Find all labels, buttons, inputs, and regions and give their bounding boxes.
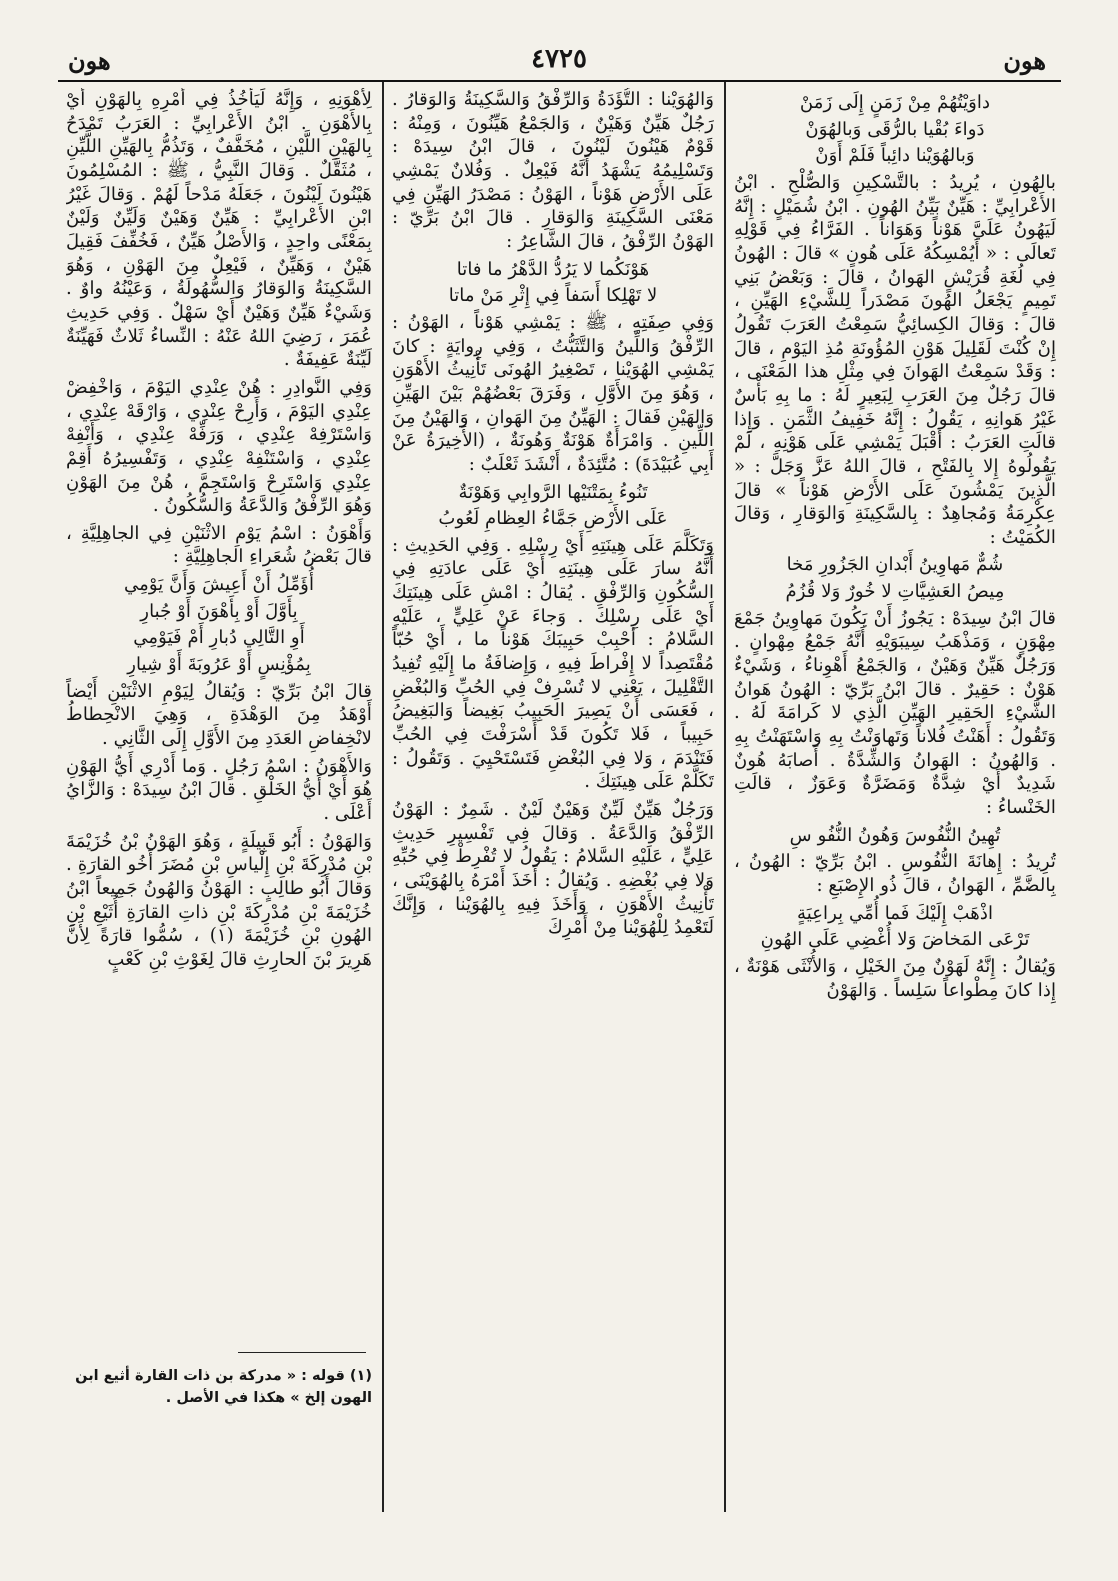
verse-line: هَوْنَكُما لا يَرُدُّ الدَّهْرُ ما فاتا bbox=[456, 258, 650, 280]
verse-line: شُمٌّ مَهاوِينُ أَبْدانِ الجَزُورِ مَخا bbox=[786, 554, 1004, 576]
paragraph: لِأَهْوَنِهِ ، وَإِنَّهُ لَيَأْخُذُ فِي أَمْرِهِ بِالهَوْنِ أَيْ بِالأَهْوَنِ . ابْنُ الأَعْرابِيِّ : العَرَبُ تَمْدَحُ بِالهَيْنِ اللَّيْنِ ، مُخَفَّفٌ ، وَتَذُمُّ بِالهَيِّنِ اللَّيِّنِ ، مُثَقَّلٌ . وَقالَ النَّبِيُّ ، ﷺ : المُسْلِمُونَ هَيْنُونَ لَيْنُونَ ، جَعَلَهُ مَدْحاً لَهُمْ . وَقالَ غَيْرُ ابْنِ الأَعْرابِيِّ : هَيِّنٌ وَهَيْنٌ وَلَيِّنٌ وَلَيْنٌ بِمَعْنًى واحِدٍ ، وَالأَصْلُ هَيِّنٌ ، فَخُفِّفَ فَقِيلَ هَيْنٌ ، وَهَيِّنٌ ، فَيْعِلٌ مِنَ الهَوْنِ ، وَهُوَ السَّكِينَةُ وَالوَقارُ وَالسُّهُولَةُ ، وَعَيْنُهُ واوٌ . وَشَيْءٌ هَيِّنٌ وَهَيْنٌ أَيْ سَهْلٌ . وَفِي حَدِيثِ عُمَرَ ، رَضِيَ اللهُ عَنْهُ : النِّساءُ ثَلاثٌ فَهَيِّنَةٌ لَيِّنَةٌ عَفِيفَةٌ . bbox=[66, 89, 372, 371]
verse-line: تَرْعَى المَخاضَ وَلا أُغْضِي عَلَى الهُونِ bbox=[760, 929, 1030, 951]
paragraph: وَفِي صِفَتِهِ ، ﷺ : يَمْشِي هَوْناً ، الهَوْنُ : الرِّفْقُ وَاللِّينُ وَالتَّثَبُّتُ ، وَفِي رِوايَةٍ : كانَ يَمْشِي الهُوَيْنا ، تَصْغِيرُ الهُونَى تَأْنِيثُ الأَهْوَنِ ، وَهُوَ مِنَ الأَوَّلِ ، وَفَرَقَ بَعْضُهُمْ بَيْنَ الهَيِّنِ وَالهَيْنِ فَقالَ : الهَيِّنُ مِنَ الهَوانِ ، وَالهَيْنُ مِنَ اللِّينِ . وَامْرَأَةٌ هَوْنَةٌ وَهُونَةٌ ، (الأَخِيرَةُ عَنْ أَبِي عُبَيْدَةَ) : مُتَّئِدَةٌ ، أَنْشَدَ ثَعْلَبٌ : bbox=[392, 311, 714, 475]
verse-line: اذْهَبْ إِلَيْكَ فَما أُمِّي بِراعِيَةٍ bbox=[796, 902, 994, 924]
verse-line: تُهِينُ النُّفُوسَ وَهُونُ النُّفُو سِ bbox=[789, 824, 1001, 846]
footnote: (١) قوله : « مدركة بن ذات القارة أثيع ابن الهون إلخ » هكذا في الأصل . bbox=[75, 1368, 372, 1406]
paragraph: وَالهَوْنُ : أَبُو قَبِيلَةٍ ، وَهُوَ الهَوْنُ بْنُ خُزَيْمَةَ بْنِ مُدْرِكَةَ بْنِ إِلْياسِ بْنِ مُضَرَ أَخُو القارَةِ . وَقالَ أَبُو طالِبٍ : الهَوْنُ وَالهُونُ جَمِيعاً ابْنُ خُزَيْمَةَ بْنِ مُدْرِكَةَ بْنِ ذاتِ القارَةِ أُثَيْعِ بْنِ الهُونِ بْنِ خُزَيْمَةَ (١) ، سُمُّوا قارَةً لِأَنَّ هَرِيرَ بْنَ الحارِثِ قالَ لِغَوْثِ بْنِ كَعْبٍ bbox=[66, 830, 372, 970]
verse-line: أَوِ التَّالِي دُبارِ أَمْ فَيَوْمِي bbox=[133, 627, 305, 649]
text-column-right bbox=[734, 88, 1056, 1508]
verse-line: مِيصُ العَشِيَّاتِ لا خُورٌ وَلا قُزُمُ bbox=[785, 581, 1005, 603]
text-column-middle bbox=[392, 88, 714, 1508]
paragraph: وَالأَهْوَنُ : اسْمُ رَجُلٍ . وَما أَدْرِي أَيُّ الهَوْنِ هُوَ أَيْ أَيُّ الخَلْقِ . قالَ ابْنُ سِيدَهْ : وَالزَّايُ أَعْلَى . bbox=[66, 755, 372, 825]
verse-line: لا تَهْلِكا أَسَفاً فِي إِثْرِ مَنْ ماتا bbox=[448, 285, 658, 307]
verse-line: بِأَوَّلَ أَوْ بِأَهْوَنَ أَوْ جُبارِ bbox=[140, 600, 298, 622]
header-entry-word-left: هون bbox=[68, 46, 111, 75]
verse-line: دَواءَ بُقْيا بالرُّقَى وَبالهُوَنْ bbox=[805, 118, 985, 140]
verse-line: عَلَى الأَرْضِ جَمَّاءُ العِظامِ لَعُوبُ bbox=[438, 508, 668, 530]
verse-line: أُؤَمِّلُ أَنْ أَعِيشَ وَأَنَّ يَوْمِي bbox=[123, 574, 315, 596]
paragraph: تُرِيدُ : إِهانَةَ النُّفُوسِ . ابْنُ بَرِّيّ : الهُونُ ، بِالضَّمِّ ، الهَوانُ ، قالَ ذُو الإِصْبَعِ : bbox=[734, 851, 1056, 896]
header-entry-word-right: هون bbox=[1003, 46, 1046, 75]
verse-line: وَبالهُوَيْنا دائِباً فَلَمْ أَوَنْ bbox=[815, 145, 975, 167]
verse-line: تَنُوءُ بِمَتْنَيْها الرَّوابِي وَهَوْنَةٌ bbox=[458, 481, 648, 503]
paragraph: بالهُونِ ، يُرِيدُ : بالتَّسْكِينِ وَالصُّلْحِ . ابْنُ الأَعْرابِيِّ : هَيِّنٌ بَيِّنُ الهُونِ . ابْنُ شُمَيْلٍ : إِنَّهُ لَيَهُونُ عَلَيَّ هَوْناً وَهَوَاناً . الفَرَّاءُ فِي قَوْلِهِ تَعالَى : « أَيُمْسِكُهُ عَلَى هُونٍ » قالَ : الهُونُ فِي لُغَةِ قُرَيْشٍ الهَوانُ ، قالَ : وَبَعْضُ بَنِي تَمِيمٍ يَجْعَلُ الهُونَ مَصْدَراً لِلشَّيْءِ الهَيِّنِ ، قالَ : وَقالَ الكِسائِيُّ سَمِعْتُ العَرَبَ تَقُولُ إِنْ كُنْتَ لَقَلِيلَ هَوْنِ المُؤُونَةِ مُذِ اليَوْمِ ، قالَ : وَقَدْ سَمِعْتُ الهَوانَ فِي مِثْلِ هذا المَعْنَى ، قالَ رَجُلٌ مِنَ العَرَبِ لِبَعِيرٍ لَهُ : ما بِهِ بَأْسٌ غَيْرُ هَوانِهِ ، يَقُولُ : إِنَّهُ خَفِيفُ الثَّمَنِ . وَإِذا قالَتِ العَرَبُ : أَقْبَلَ يَمْشِي عَلَى هَوْنِهِ ، لَمْ يَقُولُوهُ إِلا بِالفَتْحِ ، قالَ اللهُ عَزَّ وَجَلَّ : « الَّذِينَ يَمْشُونَ عَلَى الأَرْضِ هَوْناً » قالَ عِكْرِمَةُ وَمُجاهِدٌ : بِالسَّكِينَةِ وَالوَقارِ ، وَقالَ الكُمَيْتُ : bbox=[734, 171, 1056, 548]
paragraph: وَالهُوَيْنا : التُّؤَدَةُ وَالرِّفْقُ وَالسَّكِينَةُ وَالوَقارُ . رَجُلٌ هَيِّنٌ وَهَيْنٌ ، وَالجَمْعُ هَيِّنُونَ ، وَمِنْهُ : قَوْمٌ هَيْنُونَ لَيْنُونَ ، قالَ ابْنُ سِيدَهْ : وَتَسْلِيمُهُ يَشْهَدُ أَنَّهُ فَيْعِلٌ . وَفُلانٌ يَمْشِي عَلَى الأَرْضِ هَوْناً ، الهَوْنُ : مَصْدَرُ الهَيِّنِ فِي مَعْنَى السَّكِينَةِ وَالوَقارِ . قالَ ابْنُ بَرِّيّ : الهَوْنُ الرِّفْقُ ، قالَ الشَّاعِرُ : bbox=[392, 89, 714, 252]
paragraph: وَفِي النَّوادِرِ : هُنْ عِنْدِي اليَوْمَ ، وَاخْفِضْ عِنْدِي اليَوْمَ ، وَأَرِحْ عِنْدِي ، وَارْقَهْ عِنْدِي ، وَاسْتَرْفِهْ عِنْدِي ، وَرَفِّهْ عِنْدِي ، وَأَنْفِهْ عِنْدِي ، وَاسْتَنْفِهْ عِنْدِي ، وَتَفْسِيرُهُ أَقِمْ عِنْدِي وَاسْتَرِحْ وَاسْتَجِمَّ ، هُنْ مِنَ الهَوْنِ وَهُوَ الرِّفْقُ وَالدَّعَةُ وَالسُّكُونُ . bbox=[66, 376, 372, 517]
paragraph: وَتَكَلَّمَ عَلَى هِينَتِهِ أَيْ رِسْلِهِ . وَفِي الحَدِيثِ : أَنَّهُ سارَ عَلَى هِينَتِهِ أَيْ عَلَى عادَتِهِ فِي السُّكُونِ وَالرِّفْقِ . يُقالُ : امْشِ عَلَى هِينَتِكَ أَيْ عَلَى رِسْلِكَ . وَجاءَ عَنْ عَلِيٍّ ، عَلَيْهِ السَّلامُ : أَحْبِبْ حَبِيبَكَ هَوْناً ما ، أَيْ حُبّاً مُقْتَصِداً لا إِفْراطَ فِيهِ ، وَإِضافَةُ ما إِلَيْهِ تُفِيدُ التَّقْلِيلَ ، يَعْنِي لا تُسْرِفْ فِي الحُبِّ وَالبُغْضِ ، فَعَسَى أَنْ يَصِيرَ الحَبِيبُ بَغِيضاً وَالبَغِيضُ حَبِيباً ، فَلا تَكُونَ قَدْ أَسْرَفْتَ فِي الحُبِّ فَتَنْدَمَ ، وَلا فِي البُغْضِ فَتَسْتَحْيِيَ . وَتَقُولُ : تَكَلَّمْ عَلَى هِينَتِكَ . bbox=[392, 534, 714, 793]
header-rule bbox=[58, 80, 1061, 82]
paragraph: وَيُقالُ : إِنَّهُ لَهَوْنٌ مِنَ الخَيْلِ ، وَالأُنْثَى هَوْنَةٌ ، إِذا كانَ مِطْواعاً سَلِساً . وَالهَوْنُ bbox=[734, 955, 1056, 1001]
verse-line: داوَيْتُهُمْ مِنْ زَمَنٍ إِلَى زَمَنْ bbox=[799, 92, 991, 113]
paragraph: وَرَجُلٌ هَيِّنٌ لَيِّنٌ وَهَيْنٌ لَيْنٌ . شَمِرٌ : الهَوْنُ الرِّفْقُ وَالدَّعَةُ . وَقالَ فِي تَفْسِيرِ حَدِيثِ عَلِيٍّ ، عَلَيْهِ السَّلامُ : يَقُولُ لا تُفْرِطْ فِي حُبِّهِ وَلا فِي بُغْضِهِ . وَيُقالُ : أَخَذَ أَمْرَهُ بِالهُوَيْنَى ، تَأْنِيثُ الأَهْوَنِ ، وَأَخَذَ فِيهِ بِالهُوَيْنا ، وَإِنَّكَ لَتَعْمِدُ لِلْهُوَيْنا مِنْ أَمْرِكَ bbox=[392, 799, 714, 939]
verse-line: بِمُؤْنِسٍ أَوْ عَرُوبَةَ أَوْ شِيارِ bbox=[127, 654, 311, 676]
column-divider-left bbox=[382, 82, 384, 1512]
paragraph: قالَ ابْنُ بَرِّيّ : وَيُقالُ لِيَوْمِ الاثْنَيْنِ أَيْضاً أَوْهَدُ مِنَ الوَهْدَةِ ، وَهِيَ الانْحِطاطُ لانْخِفاضِ العَدَدِ مِنَ الأَوَّلِ إِلَى الثَّانِي . bbox=[66, 680, 372, 750]
column-divider-right bbox=[724, 82, 726, 1512]
text-column-left bbox=[66, 88, 372, 1340]
paragraph: قالَ ابْنُ سِيدَهْ : يَجُوزُ أَنْ يَكُونَ مَهاوِينُ جَمْعَ مِهْوَنٍ ، وَمَذْهَبُ سِيبَوَيْهِ أَنَّهُ جَمْعُ مِهْوانٍ . وَرَجُلٌ هَيِّنٌ وَهَيْنٌ ، وَالجَمْعُ أَهْوِناءُ ، وَشَيْءٌ هَوْنٌ : حَقِيرٌ . قالَ ابْنُ بَرِّيّ : الهُونُ هَوانُ الشَّيْءِ الحَقِيرِ الهَيِّنِ الَّذِي لا كَرامَةَ لَهُ . وَتَقُولُ : أَهَنْتُ فُلاناً وَتَهاوَنْتُ بِهِ وَاسْتَهَنْتُ بِهِ . وَالهُونُ : الهَوانُ وَالشِّدَّةُ . أَصابَهُ هُونٌ شَدِيدٌ أَيْ شِدَّةٌ وَمَضَرَّةٌ وَعَوَزٌ ، قالَتِ الخَنْساءُ : bbox=[734, 607, 1056, 819]
footnote-rule bbox=[238, 1352, 366, 1353]
page-number: ٤٧٢٥ bbox=[531, 44, 587, 74]
paragraph: وَأَهْوَنُ : اسْمُ يَوْمِ الاثْنَيْنِ فِي الجاهِلِيَّةِ ، قالَ بَعْضُ شُعَراءِ الجاهِلِيَّةِ : bbox=[66, 522, 372, 568]
